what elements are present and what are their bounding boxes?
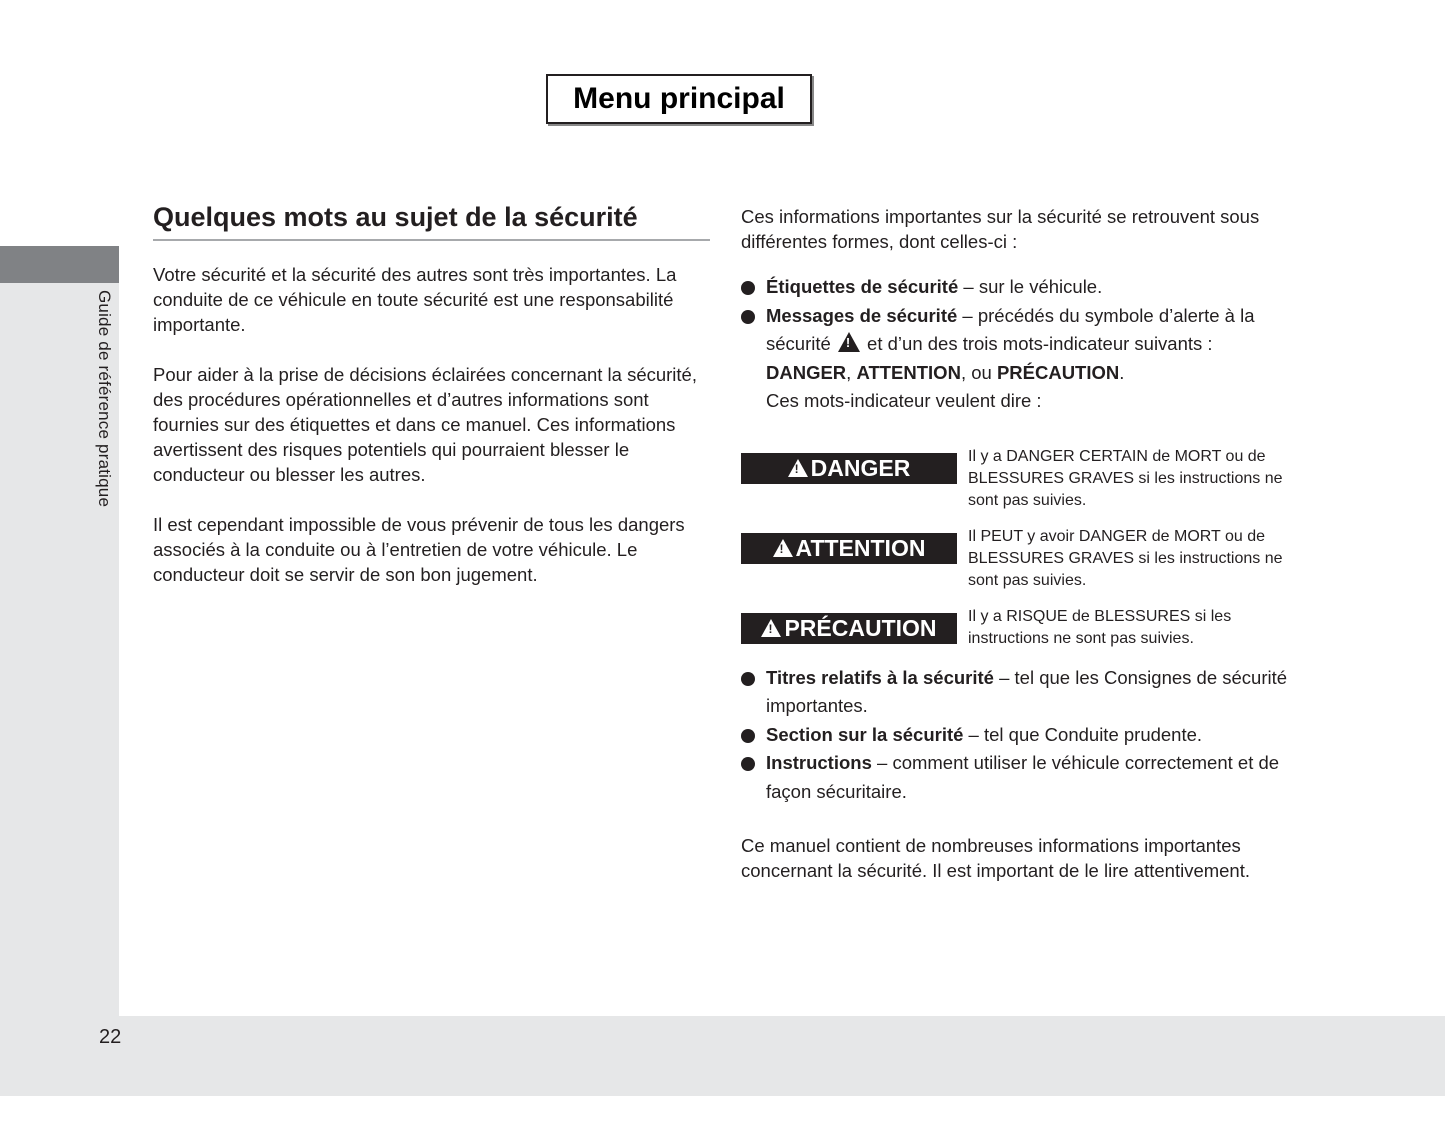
- item-text: – précédés du symbole d’alerte à la sécurité: [766, 304, 1255, 354]
- signal-description: Il y a RISQUE de BLESSURES si les instructions ne sont pas suivies.: [968, 607, 1232, 647]
- signal-row-precaution: [741, 606, 1311, 650]
- left-column: [153, 262, 713, 612]
- main-menu-button[interactable]: Menu principal: [546, 74, 812, 124]
- paragraph: Votre sécurité et la sécurité des autres sont très importantes. La conduite de ce véhicule en toute sécurité est une responsabilité importante.: [153, 264, 677, 335]
- list-item: [741, 749, 1311, 806]
- signal-label-text: PRÉCAUTION: [784, 614, 937, 641]
- signal-label-danger: [741, 453, 957, 484]
- item-title: Section sur la sécurité: [766, 723, 964, 745]
- signal-description: Il PEUT y avoir DANGER de MORT ou de BLESSURES GRAVES si les instructions ne sont pas suivies.: [968, 527, 1283, 589]
- paragraph: Il est cependant impossible de vous prévenir de tous les dangers associés à la conduite ou à l’entretien de votre véhicule. Le conducteur doit se servir de son bon jugement.: [153, 514, 685, 585]
- paragraph: Pour aider à la prise de décisions éclairées concernant la sécurité, des procédures opérationnelles et d’autres informations sont fournies sur des étiquettes et dans ce manuel. Ces informations avertissent des risques potentiels qui pourraient blesser le conducteur ou blesser les autres.: [153, 364, 697, 485]
- intro-paragraph: Ces informations importantes sur la sécurité se retrouvent sous différentes formes, dont celles-ci :: [741, 206, 1260, 252]
- sidebar-section-tab[interactable]: [0, 246, 119, 283]
- signal-label-text: DANGER: [810, 454, 911, 481]
- signal-row-attention: [741, 526, 1311, 592]
- separator: .: [1119, 361, 1125, 383]
- safety-alert-icon: [838, 332, 860, 352]
- footer-band: [0, 1016, 1445, 1096]
- signal-word: PRÉCAUTION: [996, 361, 1120, 383]
- item-text: – tel que Conduite prudente.: [963, 723, 1203, 745]
- signal-label-precaution: [741, 613, 957, 644]
- item-title: Étiquettes de sécurité: [766, 276, 959, 297]
- warning-triangle-icon: [788, 459, 808, 477]
- safety-forms-list-continued: [741, 664, 1311, 807]
- signal-label-attention: [741, 533, 957, 564]
- list-item: [741, 273, 1311, 302]
- bullet-icon: [741, 757, 755, 771]
- signal-label-text: ATTENTION: [795, 534, 926, 561]
- item-text: – sur le véhicule.: [958, 276, 1103, 297]
- bullet-icon: [741, 281, 755, 295]
- closing-paragraph: Ce manuel contient de nombreuses informations importantes concernant la sécurité. Il est important de le lire attentivement.: [741, 835, 1251, 881]
- warning-triangle-icon: [773, 539, 793, 557]
- item-title: Instructions: [766, 752, 872, 773]
- signal-row-danger: [741, 446, 1311, 512]
- separator: ,: [846, 361, 857, 383]
- item-text: – comment utiliser le véhicule correctement et de façon sécuritaire.: [766, 752, 1280, 802]
- signal-words-table: [741, 446, 1311, 650]
- signal-description: Il y a DANGER CERTAIN de MORT ou de BLESSURES GRAVES si les instructions ne sont pas suivies.: [968, 447, 1283, 509]
- item-text: Ces mots-indicateur veulent dire :: [766, 390, 1042, 411]
- section-title: Quelques mots au sujet de la sécurité: [153, 202, 710, 241]
- separator: , ou: [960, 361, 997, 383]
- sidebar-section-label[interactable]: Guide de référence pratique: [95, 290, 114, 508]
- safety-forms-list: [741, 273, 1311, 416]
- item-text: – tel que les Consignes de sécurité importantes.: [766, 666, 1288, 716]
- item-title: Messages de sécurité: [766, 304, 958, 326]
- warning-triangle-icon: [761, 619, 781, 637]
- list-item: [741, 664, 1311, 721]
- item-text: et d’un des trois mots-indicateur suivants :: [861, 333, 1213, 354]
- item-title: Titres relatifs à la sécurité: [766, 666, 994, 688]
- list-item: [741, 302, 1311, 416]
- bullet-icon: [741, 310, 755, 324]
- signal-word: ATTENTION: [856, 361, 961, 383]
- page-number: 22: [99, 1026, 122, 1048]
- bullet-icon: [741, 729, 755, 743]
- list-item: [741, 721, 1311, 750]
- bullet-icon: [741, 672, 755, 686]
- signal-word: DANGER: [766, 361, 847, 383]
- right-column: [741, 204, 1311, 883]
